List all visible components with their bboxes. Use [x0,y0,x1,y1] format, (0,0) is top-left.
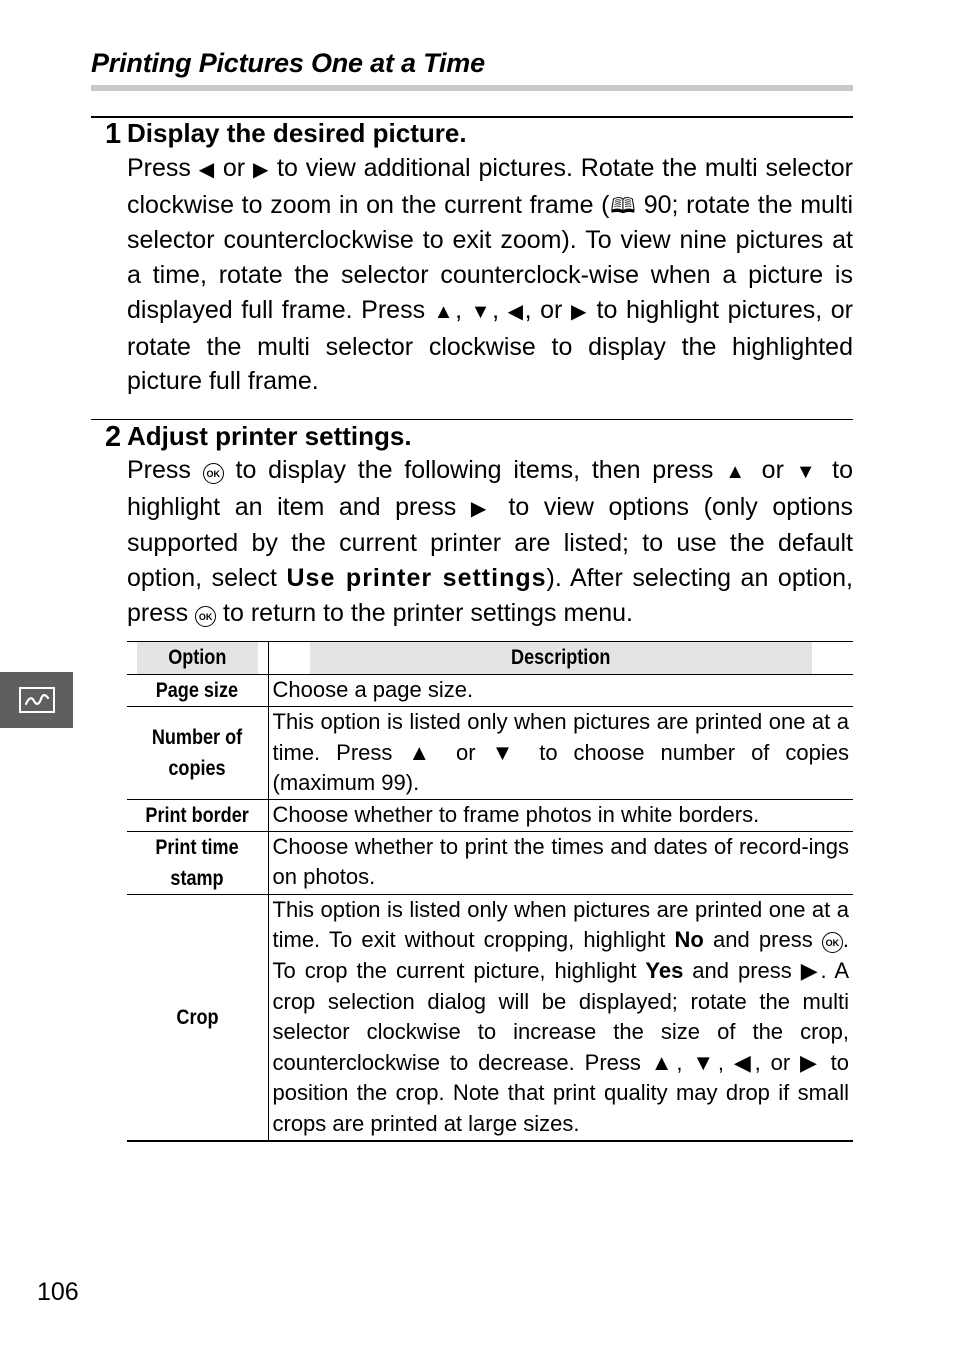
up-arrow-icon: ▲ [650,1049,677,1075]
page-header-title: Printing Pictures One at a Time [91,48,485,78]
option-description: Choose whether to frame photos in white borders. [272,801,760,827]
option-description: This option is listed only when pictures are printed one at a time. To exit without cropping, highlight No and press OK . To crop the current picture, highlight Yes and press ▶. A crop selection dialog will be displayed; rotate the multi selector clockwise to increase the size of the crop, counterclockwise to decrease. Press ▲, ▼, ◀, or ▶ to position the crop. Note that print quality may drop if small crops are printed at large sizes. [272,896,850,1136]
step-1-title: Display the desired picture. [127,118,467,148]
retouch-icon [19,687,55,713]
step-2-number: 2 [105,421,121,453]
right-arrow-icon: ▶ [800,1049,821,1075]
ok-button-icon: OK [195,606,216,627]
menu-item-use-printer-settings: Use printer settings [286,564,547,593]
option-description: This option is listed only when pictures are printed one at a time. Press ▲ or ▼ to choose number of copies (maximum 99). [272,709,849,796]
step-2-title: Adjust printer settings. [127,421,412,451]
ok-button-icon: OK [822,932,843,953]
step-2-rule [91,419,853,420]
up-arrow-icon: ▲ [725,461,750,483]
step-1-number: 1 [105,118,121,150]
table-row [127,894,853,1140]
table-header-row [127,642,853,675]
left-arrow-icon: ◀ [507,300,525,323]
down-arrow-icon: ▼ [692,1049,718,1075]
option-name: Crop [127,894,268,1140]
page-number: 106 [37,1278,79,1306]
right-arrow-icon: ▶ [570,300,588,323]
right-arrow-icon: ▶ [800,957,821,983]
header-rule [91,85,853,91]
left-arrow-icon: ◀ [198,159,216,181]
left-arrow-icon: ◀ [733,1049,755,1075]
printer-options-table [127,641,853,1142]
option-name: Print time stamp [127,831,268,894]
column-header-description: Description [309,642,812,675]
table-row [127,675,853,707]
option-name: Number of copies [127,707,268,800]
table-row [127,799,853,831]
chapter-side-tab [0,672,73,728]
table-row [127,707,853,800]
book-reference-icon: 🕮 [609,193,637,218]
column-header-option: Option [137,642,258,675]
option-name: Page size [127,675,268,707]
step-2-body: Press OK to display the following items, then press ▲ or ▼ to highlight an item and press ▶ to view options (only options supported by the current printer are listed; to use the default option, select Use printer settings). After selecting an option, press OK to return to the printer settings menu. [127,456,854,627]
right-arrow-icon: ▶ [470,497,494,520]
table-row [127,831,853,894]
down-arrow-icon: ▼ [795,461,821,483]
option-name: Print border [127,799,268,831]
down-arrow-icon: ▼ [470,300,493,323]
up-arrow-icon: ▲ [433,300,456,323]
ok-button-icon: OK [203,463,224,484]
option-description: Choose a page size. [272,677,474,702]
right-arrow-icon: ▶ [252,159,270,181]
step-1-body: Press ◀ or ▶ to view additional pictures. Rotate the multi selector clockwise to zoom in on the current frame (🕮 90; rotate the multi selector counterclockwise to exit zoom). To view nine pictures at a time, rotate the selector counterclock-wise when a picture is displayed full frame. Press ▲, ▼, ◀, or ▶ to highlight pictures, or rotate the multi selector clockwise to display the highlighted picture full frame. [127,154,854,396]
option-description: Choose whether to print the times and dates of record-ings on photos. [272,833,849,890]
